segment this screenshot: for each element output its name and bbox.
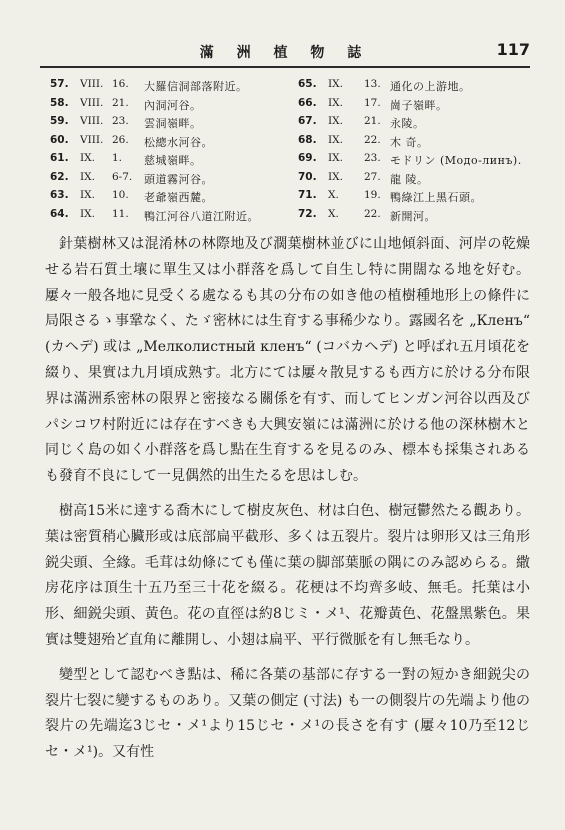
specimen-number: 67. — [298, 115, 317, 127]
paragraph-description: 樹高15米に達する喬木にして樹皮灰色、材は白色、樹冠鬱然たる觀あり。葉は密質稍心臟形或は底部扁平截形、多くは五裂片。裂片は卵形又は三角形鋭尖頭、全緣。毛茸は幼條にても僅に葉の脚部葉脈の隅にのみ認めらる。繖房花序は頂生十五乃至三十花を綴る。花梗は不均齊多岐、無毛。托葉は小形、細鋭尖頭、黃色。花の直徑は約8じミ・メ¹、花瓣黃色、花盤黑紫色。果實は雙翅殆ど直角に離開し、小翅は扁平、平行微脈を有し無毛なり。 — [45, 502, 530, 648]
specimen-row — [298, 152, 538, 171]
specimen-list — [40, 78, 530, 228]
specimen-locality: 雲洞嶺畔。 — [144, 117, 202, 130]
specimen-number: 62. — [50, 170, 69, 183]
specimen-day: 16. — [112, 78, 129, 90]
specimen-locality: 內洞河谷。 — [144, 98, 202, 112]
specimen-month: VIII. — [80, 115, 104, 127]
specimen-number: 59. — [50, 115, 69, 127]
specimen-number: 64. — [50, 207, 69, 220]
specimen-month: IX. — [80, 189, 95, 201]
specimen-locality: 鴨江河谷八道江附近。 — [144, 209, 259, 223]
specimen-month: IX. — [328, 133, 343, 146]
specimen-day: 22. — [364, 207, 381, 220]
specimen-number: 70. — [298, 170, 317, 183]
specimen-row — [50, 152, 290, 171]
specimen-row — [50, 208, 290, 227]
specimen-row — [298, 134, 538, 153]
specimen-locality: 永陵。 — [390, 117, 425, 130]
specimen-day: 1. — [112, 152, 123, 164]
specimen-locality: 通化の上游地。 — [390, 80, 471, 93]
specimen-number: 71. — [298, 189, 317, 201]
specimen-day: 21. — [364, 115, 381, 127]
specimen-month: X. — [328, 189, 339, 201]
specimen-day: 10. — [112, 189, 129, 201]
specimen-day: 13. — [364, 78, 381, 90]
specimen-number: 69. — [298, 152, 317, 164]
specimen-month: IX. — [80, 170, 95, 183]
specimen-month: IX. — [80, 207, 95, 220]
specimen-number: 58. — [50, 96, 69, 109]
specimen-row — [298, 115, 538, 134]
specimen-row — [50, 171, 290, 190]
specimen-day: 21. — [112, 96, 129, 109]
specimen-month: IX. — [328, 115, 343, 127]
specimen-day: 22. — [364, 133, 381, 146]
specimen-day: 11. — [112, 207, 129, 220]
specimen-column-right — [298, 78, 538, 226]
specimen-month: IX. — [80, 152, 95, 164]
specimen-row — [50, 189, 290, 208]
specimen-number: 72. — [298, 207, 317, 220]
specimen-locality: 木 奇。 — [390, 135, 429, 149]
specimen-locality: 大羅信洞部落附近。 — [144, 80, 248, 93]
specimen-day: 17. — [364, 96, 381, 109]
specimen-month: VIII. — [80, 96, 104, 109]
specimen-day: 19. — [364, 189, 381, 201]
specimen-day: 27. — [364, 170, 381, 183]
specimen-locality: 頭道霧河谷。 — [144, 172, 213, 186]
specimen-number: 63. — [50, 189, 69, 201]
specimen-row — [50, 115, 290, 134]
specimen-row — [298, 97, 538, 116]
specimen-number: 66. — [298, 96, 317, 109]
specimen-row — [50, 134, 290, 153]
running-title: 滿 洲 植 物 誌 — [199, 45, 371, 61]
specimen-day: 26. — [112, 133, 129, 146]
specimen-month: IX. — [328, 78, 343, 90]
specimen-number: 57. — [50, 78, 69, 90]
specimen-locality: 慈城嶺畔。 — [144, 154, 202, 167]
specimen-row — [298, 208, 538, 227]
specimen-row — [298, 189, 538, 208]
specimen-number: 61. — [50, 152, 69, 164]
specimen-month: IX. — [328, 96, 343, 109]
specimen-row — [298, 171, 538, 190]
specimen-number: 60. — [50, 133, 69, 146]
specimen-locality: モドリン (Модо-линъ). — [390, 154, 522, 167]
specimen-locality: 老爺嶺西麓。 — [144, 191, 213, 204]
specimen-number: 65. — [298, 78, 317, 90]
page-header — [40, 38, 530, 68]
specimen-row — [50, 97, 290, 116]
paragraph-distribution: 針葉樹林又は混淆林の林際地及び濶葉樹林並びに山地傾斜面、河岸の乾燥せる岩石質土壤に單生又は小群落を爲して自生し特に開闊なる地を好む。屢々一般各地に見受くる處なるも其の分布の如き他の植樹種地形上の條件に局限さるゝ事鞏なく、たゞ密林には生育する事稀少なり。露國名を „Кленъ“ (カヘデ) 或は „Мелколистный кленъ“ (コバカヘデ) と呼ばれ五月頃花を綴り、果實は九月頃成熟す。北方にては屢々散見するも西方に於ける分布限界は滿洲系密林の限界と密接なる關係を有す、而してヒンガン河谷以西及びパシコワ村附近には存在すべきも大興安嶺には滿洲に於ける他の深林樹木と同じく島の如く小群落を爲し點在生育するを見るのみ、標本も採集されあるも發育不良にして一見偶然的出生たるを思はしむ。 — [45, 236, 530, 485]
specimen-month: VIII. — [80, 133, 104, 146]
specimen-day: 6-7. — [112, 170, 133, 183]
specimen-month: VIII. — [80, 78, 104, 90]
specimen-locality: 新開河。 — [390, 209, 436, 223]
specimen-number: 68. — [298, 133, 317, 146]
paragraph-variation: 變型として認むべき點は、稀に各葉の基部に存する一對の短かき細鋭尖の裂片七裂に變するものあり。又葉の側定 (寸法) も一の側裂片の先端より他の裂片の先端迄3じセ・メ¹より15じセ・メ¹の長さを有す (屢々10乃至12じセ・メ¹)。又有性 — [45, 666, 530, 761]
specimen-locality: 松總水河谷。 — [144, 135, 213, 149]
specimen-locality: 崗子嶺畔。 — [390, 98, 448, 112]
body-text — [45, 232, 530, 766]
specimen-month: IX. — [328, 170, 343, 183]
specimen-day: 23. — [364, 152, 381, 164]
page-number: 117 — [496, 40, 530, 59]
specimen-month: IX. — [328, 152, 343, 164]
specimen-month: X. — [328, 207, 339, 220]
specimen-column-left — [50, 78, 290, 226]
specimen-row — [298, 78, 538, 97]
specimen-locality: 鴨綠江上黑石頭。 — [390, 191, 482, 204]
specimen-day: 23. — [112, 115, 129, 127]
specimen-row — [50, 78, 290, 97]
specimen-locality: 龍 陵。 — [390, 172, 429, 186]
